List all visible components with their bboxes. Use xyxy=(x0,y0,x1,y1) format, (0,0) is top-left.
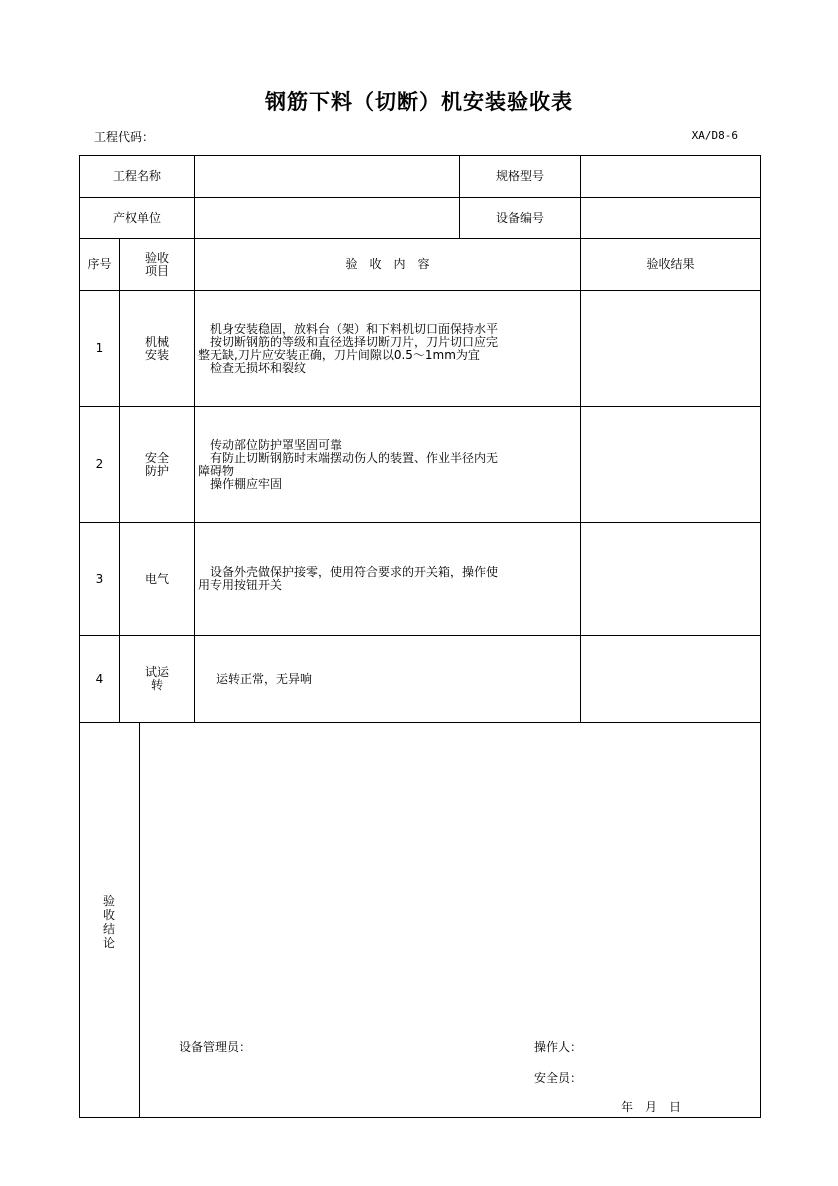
conclusion-label xyxy=(102,894,116,950)
row-2-content-line: 障碍物 xyxy=(198,464,235,478)
row-2-item-line1: 安全 xyxy=(144,450,169,465)
row-1-content-line: 机身安装稳固，放料台（架）和下料机切口面保持水平 xyxy=(198,322,499,336)
row-3-item-line1: 电气 xyxy=(144,571,169,586)
safety-officer-label: 安全员： xyxy=(534,1071,583,1085)
row-4-content-line: 运转正常，无异响 xyxy=(204,672,313,686)
row-2-result-field[interactable] xyxy=(581,407,760,522)
row-4-seq: 4 xyxy=(95,671,104,686)
item-column-header xyxy=(120,239,194,290)
equipment-no-field[interactable] xyxy=(581,198,760,238)
row-3-content-line: 设备外壳做保护接零，使用符合要求的开关箱，操作使 xyxy=(198,565,499,579)
row-2-item-line2: 防护 xyxy=(144,463,169,478)
result-column-header: 验收结果 xyxy=(646,257,695,271)
row-3-content-line: 用专用按钮开关 xyxy=(198,578,283,592)
row-2-content xyxy=(198,439,498,491)
row-2-content-line: 有防止切断钢筋时末端摆动伤人的装置、作业半径内无 xyxy=(198,451,499,465)
row-1-result-field[interactable] xyxy=(581,291,760,406)
row-2-item xyxy=(120,407,194,522)
project-name-label: 工程名称 xyxy=(112,169,161,183)
date-label: 年 月 日 xyxy=(621,1100,682,1114)
equipment-manager-label: 设备管理员： xyxy=(179,1040,252,1054)
row-1-content-line: 整无缺,刀片应安装正确，刀片间隙以0.5～1mm为宜 xyxy=(198,348,480,362)
row-1-content-line: 检查无损坏和裂纹 xyxy=(198,361,307,375)
row-4-item-line2: 转 xyxy=(150,678,163,692)
row-3-result-field[interactable] xyxy=(581,523,760,635)
row-2-content-line: 传动部位防护罩坚固可靠 xyxy=(198,438,343,452)
item-header-line2: 项目 xyxy=(144,263,169,278)
model-label: 规格型号 xyxy=(495,169,544,183)
inspection-form-table xyxy=(79,155,761,1118)
conclusion-char: 结 xyxy=(102,922,115,936)
project-name-field[interactable] xyxy=(195,156,459,197)
row-1-seq: 1 xyxy=(95,341,104,355)
page-title: 钢筋下料（切断）机安装验收表 xyxy=(265,90,573,114)
row-4-content xyxy=(204,673,312,686)
row-1-content-line: 按切断钢筋的等级和直径选择切断刀片，刀片切口应完 xyxy=(198,335,499,349)
row-3-item xyxy=(120,523,194,635)
row-3-content xyxy=(198,566,498,592)
operator-label: 操作人： xyxy=(534,1040,583,1054)
row-4-item-line1: 试运 xyxy=(144,665,169,679)
item-header-line1: 验收 xyxy=(144,250,169,265)
row-2-content-line: 操作棚应牢固 xyxy=(198,477,283,491)
seq-column-header: 序号 xyxy=(87,257,112,271)
conclusion-field[interactable] xyxy=(140,723,760,1003)
conclusion-char: 验 xyxy=(102,894,115,908)
conclusion-char: 论 xyxy=(102,936,115,950)
row-1-content xyxy=(198,323,498,375)
model-field[interactable] xyxy=(581,156,760,197)
row-3-seq: 3 xyxy=(95,571,104,586)
document-number: XA/D8-6 xyxy=(691,129,738,142)
grid-line xyxy=(194,238,195,722)
conclusion-char: 收 xyxy=(102,908,115,922)
owner-label: 产权单位 xyxy=(112,210,161,225)
owner-field[interactable] xyxy=(195,198,459,238)
row-1-item xyxy=(120,291,194,406)
project-code-label: 工程代码： xyxy=(94,130,155,144)
row-4-item xyxy=(120,636,194,722)
row-2-seq: 2 xyxy=(95,457,104,471)
content-column-header: 验 收 内 容 xyxy=(345,257,430,271)
row-1-item-line2: 安装 xyxy=(144,347,169,362)
row-4-result-field[interactable] xyxy=(581,636,760,722)
row-1-item-line1: 机械 xyxy=(144,334,169,349)
equipment-no-label: 设备编号 xyxy=(495,210,544,225)
